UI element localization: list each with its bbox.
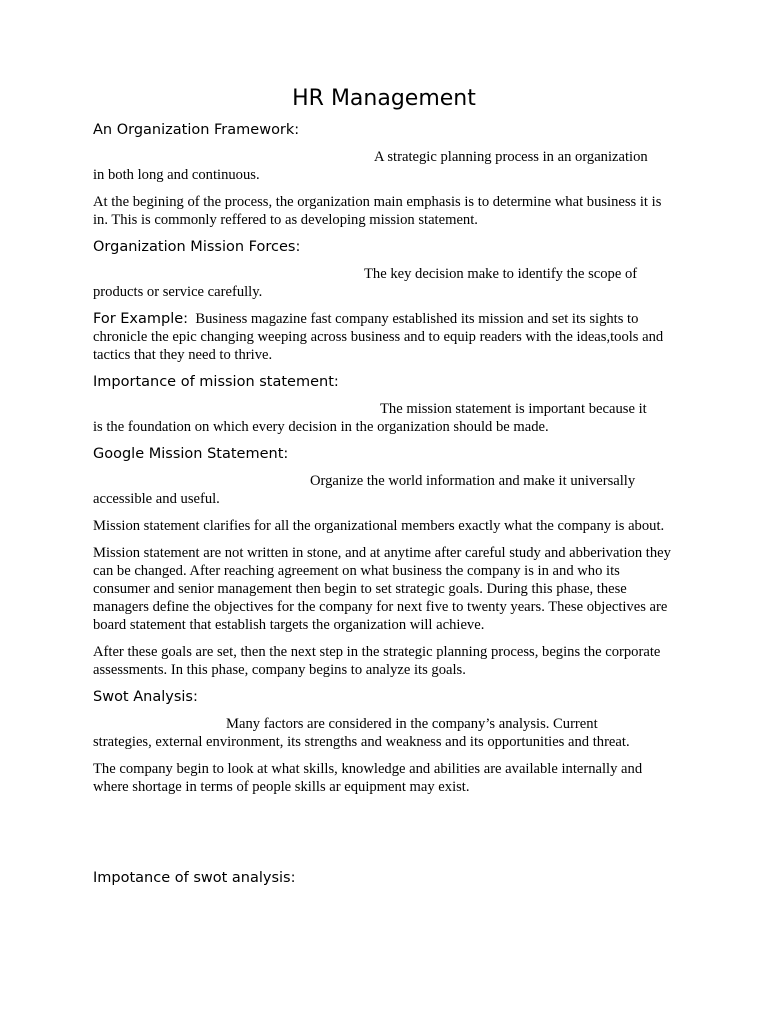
- document-page: [93, 86, 675, 896]
- paragraph-mission-importance: [93, 400, 675, 436]
- section-heading-importance-swot: Impotance of swot analysis:: [93, 870, 296, 886]
- example-label: For Example:: [93, 311, 189, 327]
- paragraph-beginning-process: At the begining of the process, the organization main emphasis is to determine what business it is in. This is commonly reffered to as developing mission statement.: [93, 194, 662, 228]
- section-heading-mission-forces: Organization Mission Forces:: [93, 239, 301, 255]
- paragraph-rest: accessible and useful.: [93, 491, 220, 507]
- paragraph-rest: is the foundation on which every decision in the organization should be made.: [93, 419, 549, 435]
- section-heading-organization-framework: An Organization Framework:: [93, 122, 300, 138]
- paragraph-first-line: Many factors are considered in the company’s analysis. Current: [226, 716, 598, 732]
- paragraph-first-line: A strategic planning process in an organization: [374, 149, 648, 165]
- paragraph-for-example: [93, 310, 675, 364]
- example-text: Business magazine fast company established its mission and set its sights to chronicle the epic changing weeping across business and to equip readers with the ideas,tools and tactics that they need to thrive.: [93, 311, 664, 363]
- paragraph-mission-clarifies: Mission statement clarifies for all the organizational members exactly what the company is about.: [93, 518, 665, 534]
- section-heading-importance-mission: Importance of mission statement:: [93, 374, 339, 390]
- paragraph-first-line: Organize the world information and make it universally: [310, 473, 636, 489]
- paragraph-not-written-in-stone: Mission statement are not written in stone, and at anytime after careful study and abberivation they can be changed. After reaching agreement on what business the company is in and who its consumer and senior management then begin to set strategic goals. During this phase, these managers define the objectives for the company for next five to twenty years. These objectives are board statement that establish targets the organization will achieve.: [93, 545, 671, 633]
- blank-space: [93, 805, 675, 869]
- paragraph-skills-knowledge: The company begin to look at what skills, knowledge and abilities are available internally and where shortage in terms of people skills ar equipment may exist.: [93, 761, 643, 795]
- paragraph-rest: products or service carefully.: [93, 284, 263, 300]
- section-heading-swot-analysis: Swot Analysis:: [93, 689, 198, 705]
- paragraph-first-line: The key decision make to identify the scope of: [364, 266, 638, 282]
- paragraph-first-line: The mission statement is important because it: [380, 401, 647, 417]
- paragraph-goals-set: After these goals are set, then the next step in the strategic planning process, begins the corporate assessments. In this phase, company begins to analyze its goals.: [93, 644, 661, 678]
- paragraph-google-mission: [93, 472, 675, 508]
- paragraph-rest: in both long and continuous.: [93, 167, 260, 183]
- paragraph-many-factors: [93, 715, 675, 751]
- paragraph-rest: strategies, external environment, its strengths and weakness and its opportunities and threat.: [93, 734, 630, 750]
- paragraph-framework-intro: [93, 148, 675, 184]
- paragraph-key-decision: [93, 265, 675, 301]
- document-title: HR Management: [292, 86, 476, 111]
- section-heading-google-mission: Google Mission Statement:: [93, 446, 289, 462]
